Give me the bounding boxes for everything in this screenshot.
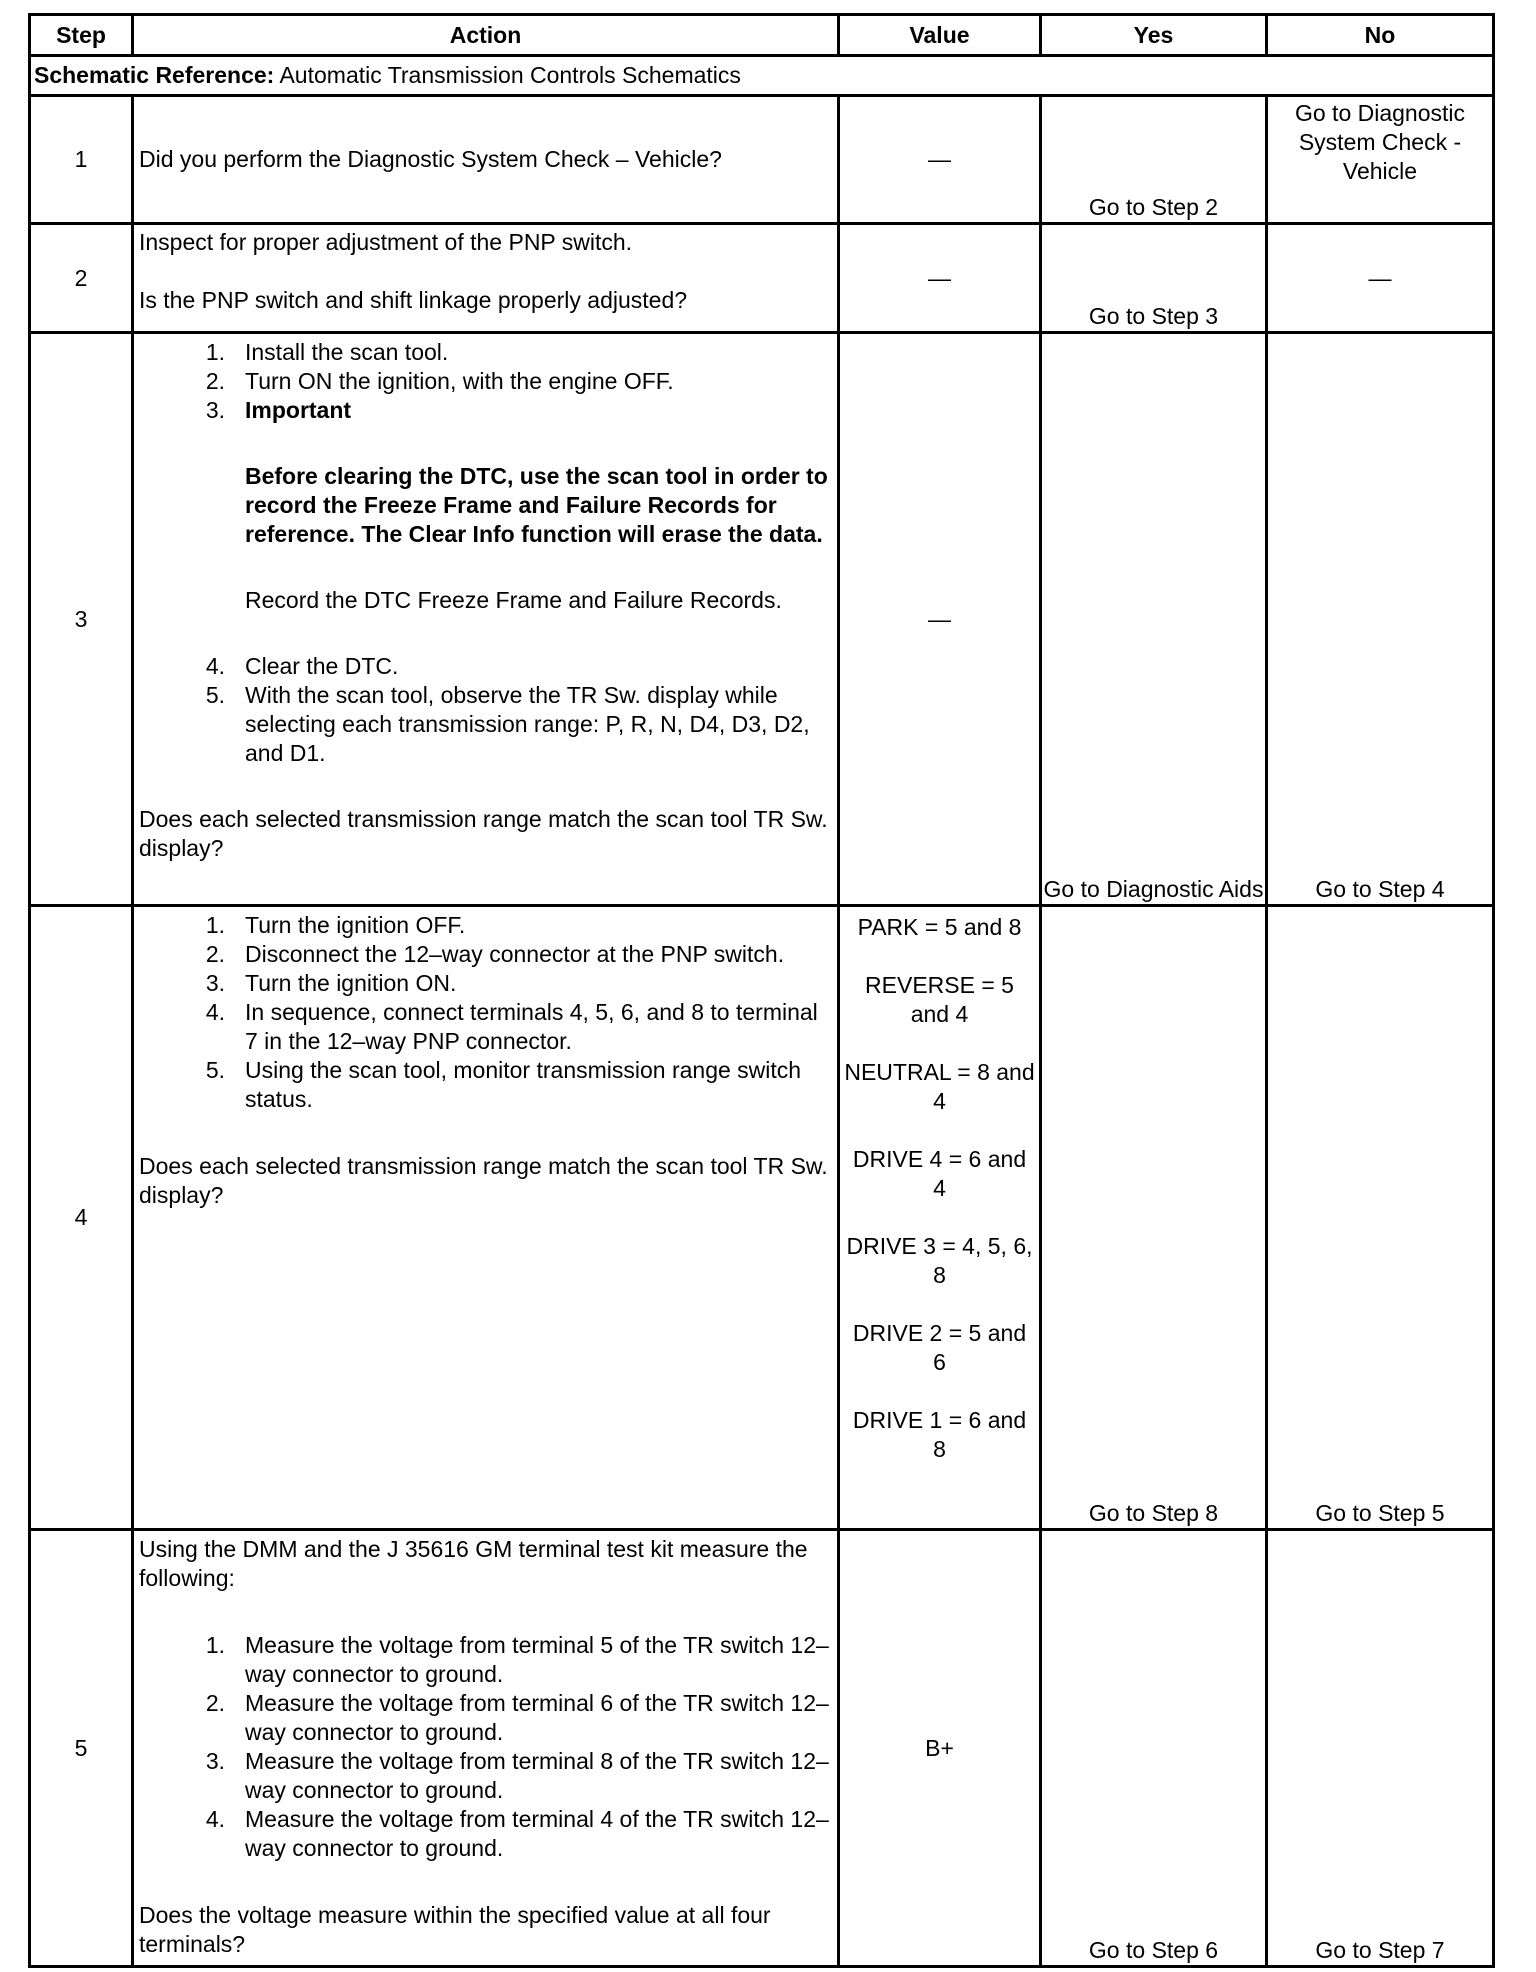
list-item: 1. Turn the ignition OFF. (205, 912, 466, 938)
header-action: Action (133, 15, 839, 56)
table-row (30, 224, 1494, 333)
header-no: No (1267, 15, 1494, 56)
no-link[interactable]: Go to Diagnostic System Check - Vehicle (1267, 96, 1494, 224)
value-drive3: DRIVE 3 = 4, 5, 6, 8 (846, 1233, 1033, 1288)
list-item: 1. Measure the voltage from terminal 5 of the TR switch 12–way connector to ground. (205, 1632, 829, 1687)
list-item: 2. Measure the voltage from terminal 6 of the TR switch 12–way connector to ground. (205, 1690, 829, 1745)
list-item: 5. With the scan tool, observe the TR Sw. display while selecting each transmission range: P, R, N, D4, D3, D2, and D1. (205, 682, 810, 766)
value-drive4: DRIVE 4 = 6 and 4 (852, 1146, 1027, 1201)
yes-link[interactable]: Go to Step 2 (1041, 96, 1267, 224)
yes-link[interactable]: Go to Step 6 (1041, 1530, 1267, 1967)
schematic-label: Schematic Reference: (34, 62, 275, 88)
step-number: 4 (30, 906, 133, 1530)
list-item: 2. Turn ON the ignition, with the engine OFF. (205, 368, 674, 394)
action-text: Inspect for proper adjustment of the PNP switch. (139, 229, 633, 255)
list-item: 2. Disconnect the 12–way connector at the PNP switch. (205, 941, 785, 967)
diagnostic-table (28, 13, 1495, 1968)
value-text: — (839, 224, 1041, 333)
value-text: — (839, 333, 1041, 906)
no-link[interactable]: Go to Step 4 (1267, 333, 1494, 906)
value-neutral: NEUTRAL = 8 and 4 (844, 1059, 1035, 1114)
header-row (30, 15, 1494, 56)
header-value: Value (839, 15, 1041, 56)
value-text: — (839, 96, 1041, 224)
no-text: — (1267, 224, 1494, 333)
action-question: Does each selected transmission range match the scan tool TR Sw. display? (139, 1153, 828, 1208)
value-park: PARK = 5 and 8 (857, 914, 1022, 940)
step-number: 3 (30, 333, 133, 906)
table-row (30, 1530, 1494, 1967)
important-note: Before clearing the DTC, use the scan tool in order to record the Freeze Frame and Failure Records for reference. The Clear Info function will erase the data. (245, 463, 828, 547)
list-item: 4. Clear the DTC. (205, 653, 399, 679)
value-drive1: DRIVE 1 = 6 and 8 (852, 1407, 1027, 1462)
step-number: 1 (30, 96, 133, 224)
yes-link[interactable]: Go to Step 8 (1041, 906, 1267, 1530)
step-number: 2 (30, 224, 133, 333)
list-item: 1. Install the scan tool. (205, 339, 449, 365)
header-step: Step (30, 15, 133, 56)
step-number: 5 (30, 1530, 133, 1967)
value-drive2: DRIVE 2 = 5 and 6 (852, 1320, 1027, 1375)
schematic-text: Automatic Transmission Controls Schematics (274, 62, 741, 88)
no-link[interactable]: Go to Step 7 (1267, 1530, 1494, 1967)
list-item: 5. Using the scan tool, monitor transmission range switch status. (205, 1057, 802, 1112)
schematic-row (30, 56, 1494, 96)
action-question: Does each selected transmission range match the scan tool TR Sw. display? (139, 806, 828, 861)
action-question: Is the PNP switch and shift linkage properly adjusted? (139, 287, 688, 313)
yes-link[interactable]: Go to Diagnostic Aids (1041, 333, 1267, 906)
table-row (30, 96, 1494, 224)
list-item: 3. Measure the voltage from terminal 8 of the TR switch 12–way connector to ground. (205, 1748, 829, 1803)
list-item: 3. Turn the ignition ON. (205, 970, 457, 996)
list-item: 4. In sequence, connect terminals 4, 5, 6, and 8 to terminal 7 in the 12–way PNP connector. (205, 999, 818, 1054)
value-reverse: REVERSE = 5 and 4 (865, 972, 1014, 1027)
action-intro: Using the DMM and the J 35616 GM terminal test kit measure the following: (139, 1536, 808, 1591)
action-question: Does the voltage measure within the specified value at all four terminals? (139, 1902, 771, 1957)
action-text: Did you perform the Diagnostic System Check – Vehicle? (133, 96, 839, 224)
value-text: B+ (839, 1530, 1041, 1967)
list-item: 4. Measure the voltage from terminal 4 of the TR switch 12–way connector to ground. (205, 1806, 829, 1861)
table-row (30, 333, 1494, 906)
no-link[interactable]: Go to Step 5 (1267, 906, 1494, 1530)
header-yes: Yes (1041, 15, 1267, 56)
record-note: Record the DTC Freeze Frame and Failure Records. (245, 587, 782, 613)
list-item: 3. Important (205, 397, 352, 423)
table-row (30, 906, 1494, 1530)
yes-link[interactable]: Go to Step 3 (1041, 224, 1267, 333)
